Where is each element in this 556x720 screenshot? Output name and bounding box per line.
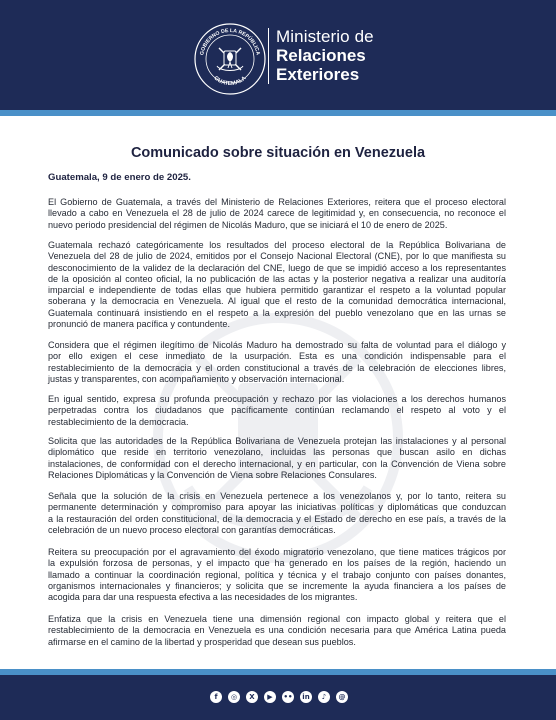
paragraph-line: El Gobierno de Guatemala, a través del Ministerio de Relaciones Exteriores, reitera que el proceso electoral: [48, 197, 506, 207]
paragraph-line: restablecimiento de la democracia y el orden constitucional a través de la celebración de elecciones libres,: [48, 362, 506, 373]
ministry-line-3: Exteriores: [276, 65, 360, 84]
paragraph-line: Relaciones Diplomáticas y la Convención de Viena sobre Relaciones Consulares.: [48, 469, 377, 480]
paragraph-line: nuevo periodo presidencial del régimen de Nicolás Maduro, que se iniciará el 10 de enero de 2025.: [48, 219, 448, 230]
paragraph-line: Considera que el régimen ilegítimo de Nicolás Maduro ha demostrado su falta de voluntad para el diálogo y: [48, 340, 506, 350]
header-banner: [0, 0, 556, 110]
paragraph-line: Venezuela del 28 de julio de 2024, emitidos por el Consejo Nacional Electoral (CNE), por lo que manifiesta su: [48, 251, 506, 262]
ministry-line-2: Relaciones: [276, 46, 366, 65]
paragraph-line: imparcial e independiente de todas ellas que hubiera permitido garantizar el respeto a la voluntad popular: [48, 285, 506, 296]
linkedin-icon[interactable]: in: [300, 691, 312, 703]
paragraph-line: Guatemala rechazó categóricamente los resultados del proceso electoral de la República Bolivariana de: [48, 240, 506, 250]
paragraph-line: a la restauración del orden constitucional, de la democracia y el Estado de derecho en ese país, a través de la: [48, 513, 506, 524]
paragraph-line: acogida para dar una respuesta efectiva a las necesidades de los migrantes.: [48, 592, 358, 603]
paragraph-line: Solicita que las autoridades de la República Bolivariana de Venezuela protejan las instalaciones y al personal: [48, 436, 506, 446]
paragraph-6: [48, 491, 506, 536]
paragraph-line: Guatemala continuará insistiendo en el respeto a la expresión del pueblo venezolano que en las urnas se: [48, 307, 506, 318]
paragraph-7: [48, 547, 506, 603]
paragraph-line: Enfatiza que la crisis en Venezuela tiene una dimensión regional con impacto global y reitera que el: [48, 614, 506, 624]
paragraph-line: organismos internacionales y financieros; y solicita que se incremente la ayuda financiera a los países de: [48, 580, 506, 591]
paragraph-line: celebración de un nuevo proceso electoral con garantías democráticas.: [48, 524, 336, 535]
flickr-icon[interactable]: ••: [282, 691, 294, 703]
paragraph-line: restablecimiento de la democracia.: [48, 416, 189, 427]
paragraph-line: pronunció de manera pacífica y contundente.: [48, 319, 230, 330]
threads-icon[interactable]: @: [336, 691, 348, 703]
header-divider: [268, 28, 269, 84]
paragraph-line: llamado a continuar la coordinación regional, política y técnica y el trabajo conjunto con países donantes,: [48, 569, 506, 580]
paragraph-line: llevado a cabo en Venezuela el 28 de julio de 2024 carece de legitimidad y, en consecuencia, no reconoce el: [48, 208, 506, 219]
dateline: Guatemala, 9 de enero de 2025.: [48, 172, 191, 183]
paragraph-line: Señala que la solución de la crisis en Venezuela pertenece a los venezolanos y, por lo tanto, reitera su: [48, 491, 506, 501]
paragraph-line: instalaciones, de conformidad con el derecho internacional, y en particular, con la Convención de Viena sobre: [48, 458, 506, 469]
paragraph-line: perpetradas contra los ciudadanos que pacíficamente continúan reclamando el respeto al voto y el: [48, 405, 506, 416]
ministry-name: [276, 27, 374, 84]
x-icon[interactable]: X: [246, 691, 258, 703]
paragraph-5: [48, 436, 506, 481]
paragraph-line: En igual sentido, expresa su profunda preocupación y rechazo por las violaciones a los derechos humanos: [48, 394, 506, 404]
paragraph-8: [48, 614, 506, 648]
paragraph-1: [48, 197, 506, 231]
instagram-icon[interactable]: ◎: [228, 691, 240, 703]
paragraph-line: restablecimiento de la democracia en Venezuela es una condición necesaria para que América Latina pueda: [48, 625, 506, 636]
paragraph-line: desconocimiento de la validez de la declaración del CNE, luego de que se impidió acceso a los representantes: [48, 262, 506, 273]
paragraph-line: justas y transparentes, con acompañamiento y observación internacional.: [48, 373, 345, 384]
ministry-line-1: Ministerio de: [276, 27, 374, 46]
paragraph-line: afirmarse en el camino de la libertad y prosperidad que desean sus pueblos.: [48, 636, 356, 647]
paragraph-line: permanente determinación y compromiso para apoyar las iniciativas políticas y diplomáticas que conduzcan: [48, 502, 506, 513]
youtube-icon[interactable]: ▶: [264, 691, 276, 703]
paragraph-line: de la oposición al conteo oficial, la no publicación de las actas y la posterior negativa a realizar una auditoría: [48, 273, 506, 284]
document-title: Comunicado sobre situación en Venezuela: [130, 145, 426, 161]
coat-of-arms-seal-icon: [193, 22, 267, 96]
social-media-links: [210, 691, 348, 703]
paragraph-line: diplomático que reside en territorio venezolano, incluidas las personas que buscan asilo en dichas: [48, 447, 506, 458]
paragraph-4: [48, 394, 506, 428]
paragraph-line: la expulsión forzosa de personas, y el impacto que ha generado en los países de la región, haciendo un: [48, 558, 506, 569]
tiktok-icon[interactable]: ♪: [318, 691, 330, 703]
seal-text-top: GOBIERNO DE LA REPÚBLICA: [199, 27, 261, 56]
paragraph-line: Reitera su preocupación por el agravamiento del éxodo migratorio venezolano, que tiene matices trágicos por: [48, 547, 506, 557]
seal-text-bottom: GUATEMALA: [212, 75, 248, 88]
paragraph-3: [48, 340, 506, 385]
paragraph-line: por ello exigen el cese inmediato de la usurpación. Esta es una condición indispensable para el: [48, 351, 506, 362]
paragraph-line: soberana y la democracia en Venezuela. Al igual que el resto de la comunidad democrática internacional,: [48, 296, 506, 307]
svg-text:GUATEMALA: [213, 75, 248, 87]
header-accent-stripe: [0, 110, 556, 116]
paragraph-2: [48, 240, 506, 330]
facebook-icon[interactable]: f: [210, 691, 222, 703]
